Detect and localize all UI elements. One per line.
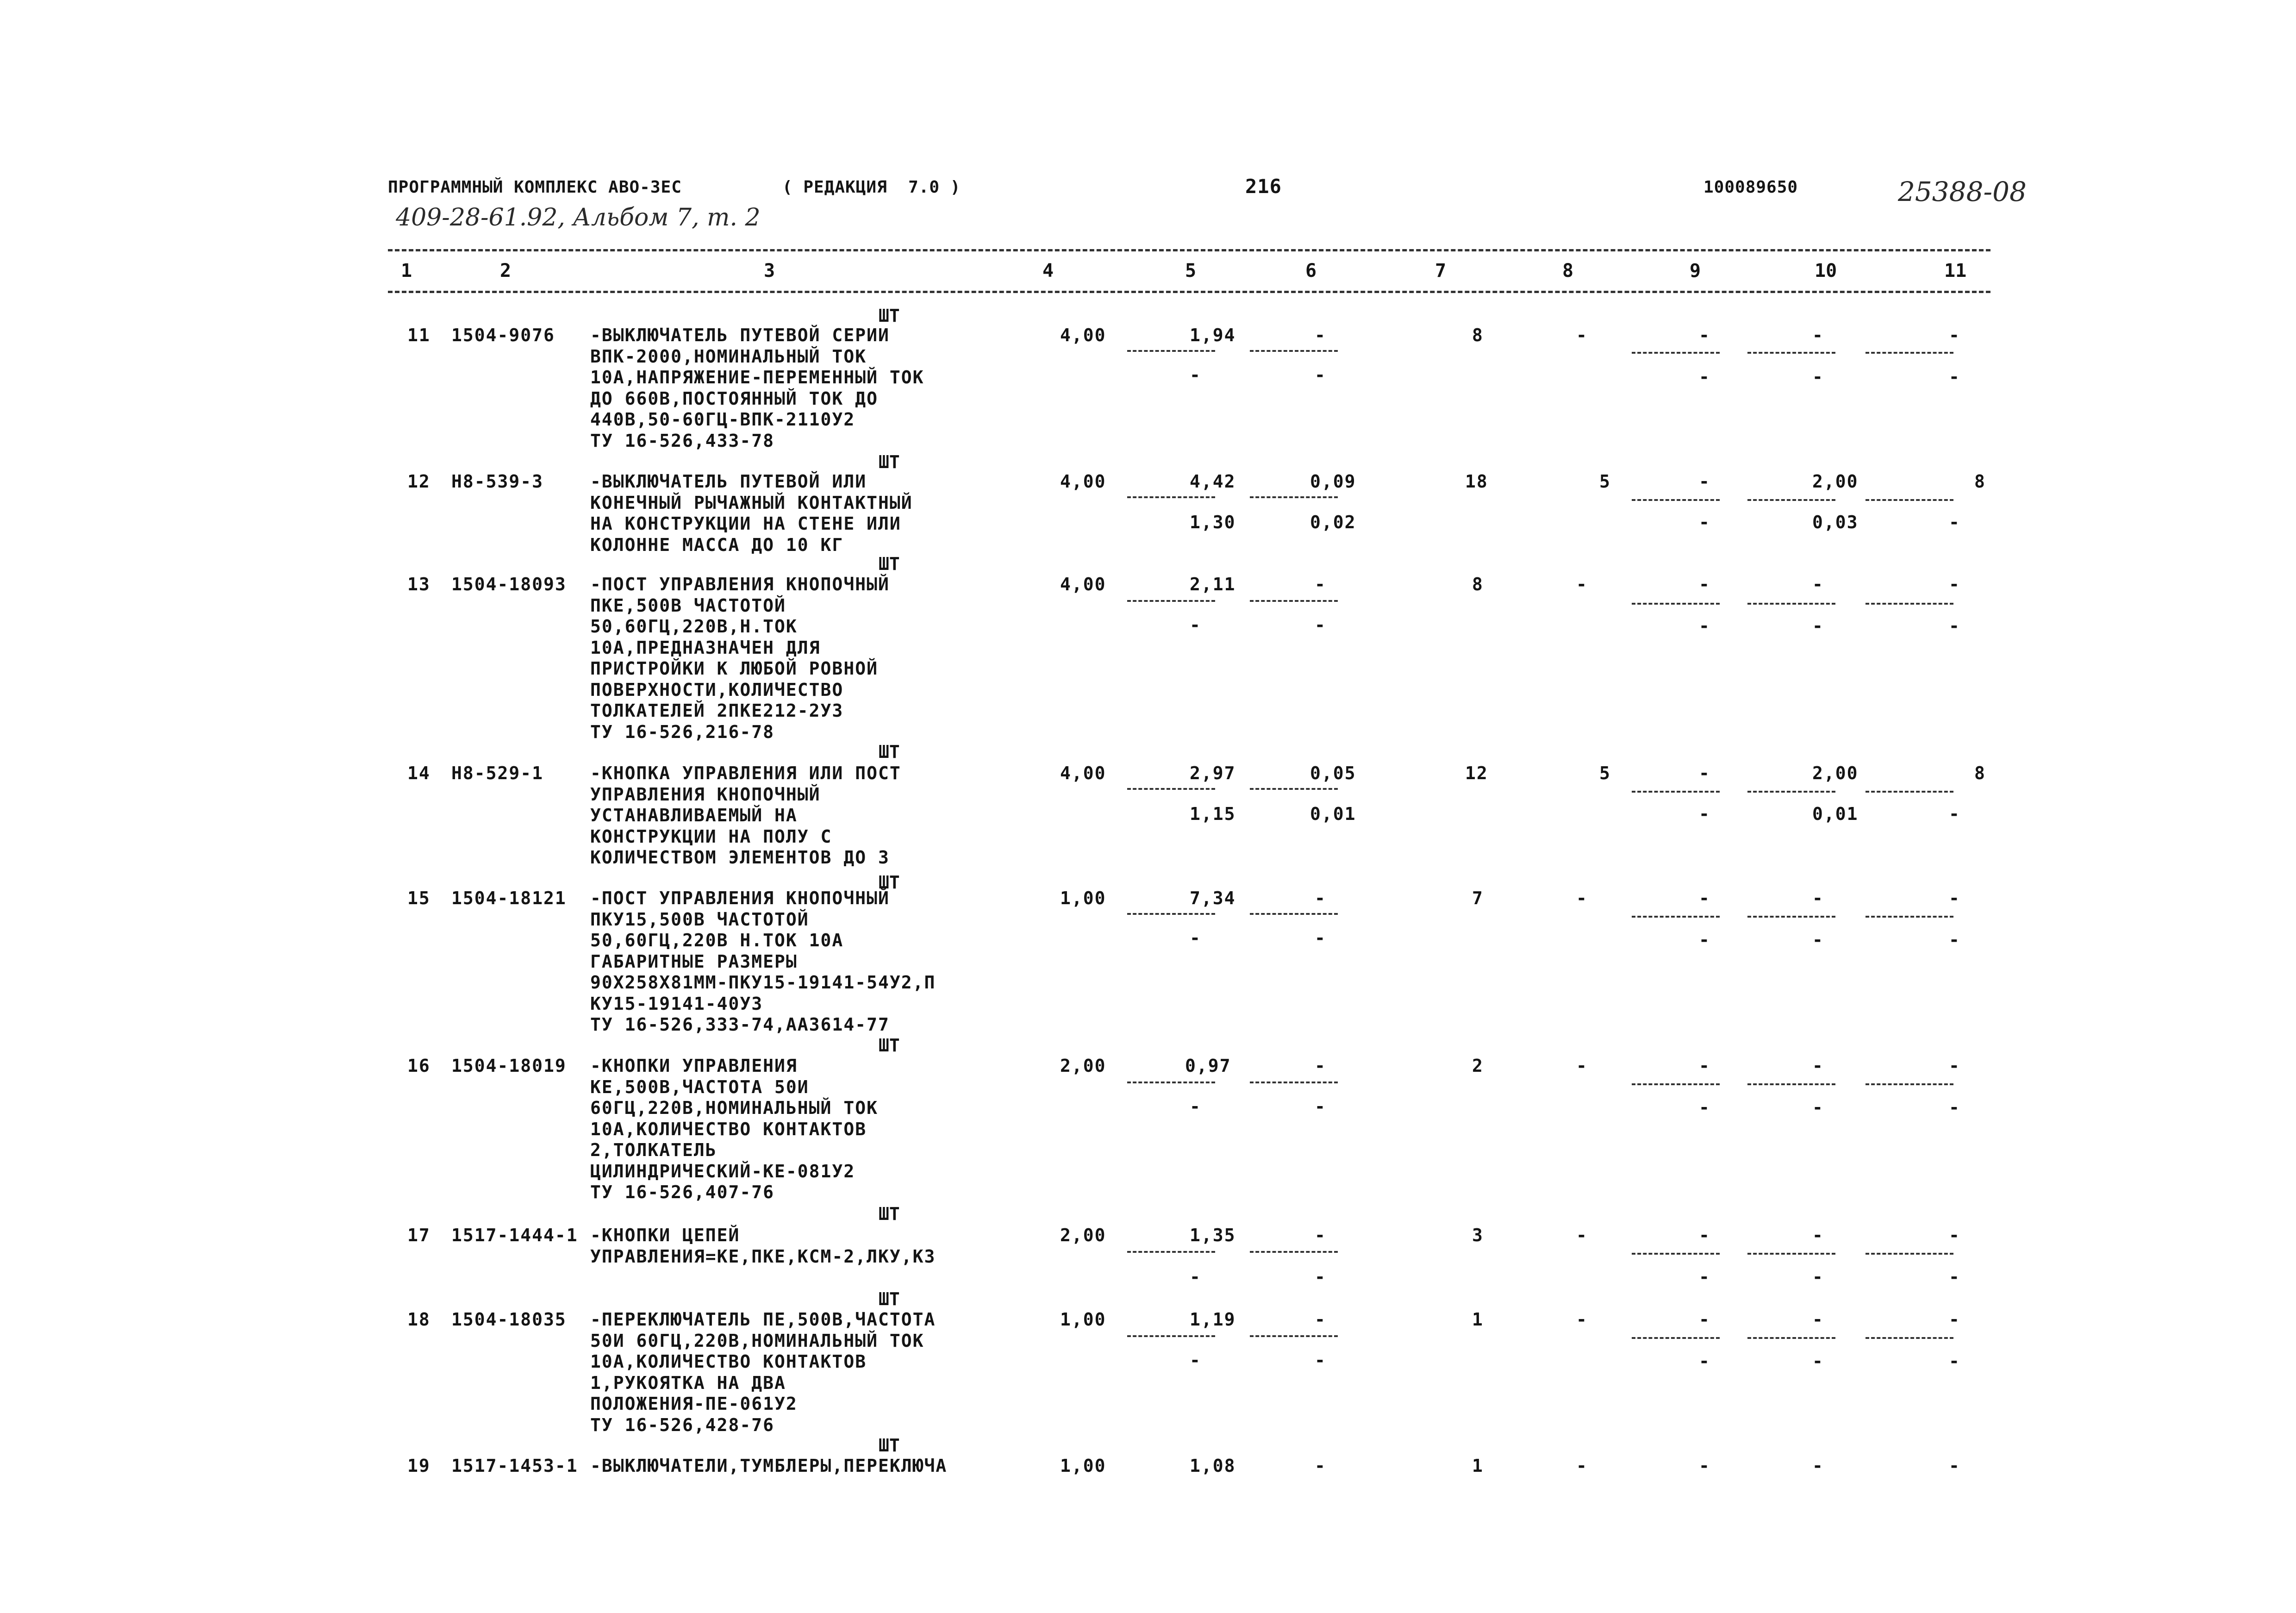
row-description: -КНОПКИ УПРАВЛЕНИЯ КЕ,500В,ЧАСТОТА 50И 60ГЦ,220В,НОМИНАЛЬНЫЙ ТОК 10А,КОЛИЧЕСТВО КОНТАКТОВ 2,ТОЛКАТЕЛЬ ЦИЛИНДРИЧЕСКИЙ-КЕ-081У2 ТУ 16-526,407-76 xyxy=(590,1056,878,1202)
divider xyxy=(1866,1083,1953,1085)
cell-col9: - xyxy=(1699,1225,1710,1245)
cell-col10-sub: - xyxy=(1812,930,1824,950)
cell-col9-sub: - xyxy=(1699,616,1710,636)
row-code: 1504-18019 xyxy=(451,1056,567,1076)
divider xyxy=(1747,1083,1835,1085)
col-header-11: 11 xyxy=(1944,260,1967,281)
row-number: 13 xyxy=(407,574,430,594)
cell-quantity: 1,00 xyxy=(1060,1309,1106,1330)
divider xyxy=(1127,913,1215,915)
cell-col5-sub: - xyxy=(1190,365,1201,385)
divider xyxy=(1747,499,1835,501)
cell-col10: - xyxy=(1812,1056,1824,1076)
divider xyxy=(1866,603,1953,605)
cell-col10: - xyxy=(1812,1456,1824,1476)
handwritten-stamp: 25388-08 xyxy=(1898,176,2027,207)
cell-col9: - xyxy=(1699,763,1710,783)
cell-col9: - xyxy=(1699,471,1710,492)
col-header-8: 8 xyxy=(1562,260,1574,281)
col-header-6: 6 xyxy=(1305,260,1317,281)
cell-col10: 2,00 xyxy=(1812,471,1859,492)
cell-col8: - xyxy=(1576,1056,1588,1076)
divider xyxy=(1632,791,1720,793)
cell-col7: 12 xyxy=(1465,763,1488,783)
divider xyxy=(1632,603,1720,605)
cell-col6-sub: - xyxy=(1315,928,1326,948)
divider xyxy=(1632,1253,1720,1255)
row-code: Н8-539-3 xyxy=(451,471,544,492)
page-number: 216 xyxy=(1245,175,1282,198)
cell-col6-sub: - xyxy=(1315,615,1326,635)
row-code: 1517-1444-1 xyxy=(451,1225,578,1245)
cell-col7: 8 xyxy=(1472,325,1484,345)
divider xyxy=(1747,1253,1835,1255)
cell-col11: - xyxy=(1949,574,1960,594)
cell-col9: - xyxy=(1699,1309,1710,1330)
row-number: 16 xyxy=(407,1056,430,1076)
cell-quantity: 2,00 xyxy=(1060,1056,1106,1076)
cell-col6: - xyxy=(1315,888,1326,908)
row-code: 1504-9076 xyxy=(451,325,555,345)
cell-col9: - xyxy=(1699,574,1710,594)
cell-col11-sub: - xyxy=(1949,512,1960,532)
table-row xyxy=(407,888,430,909)
cell-col11: - xyxy=(1949,325,1960,345)
cell-col6-sub: - xyxy=(1315,365,1326,385)
program-title: ПРОГРАММНЫЙ КОМПЛЕКС АВО-ЗЕС xyxy=(388,178,682,197)
cell-col11: - xyxy=(1949,1225,1960,1245)
row-code: 1504-18121 xyxy=(451,888,567,908)
divider xyxy=(1747,916,1835,918)
cell-col9: - xyxy=(1699,888,1710,908)
cell-col5: 4,42 xyxy=(1190,471,1236,492)
cell-col10-sub: - xyxy=(1812,1351,1824,1371)
divider xyxy=(1250,1082,1338,1083)
cell-col5: 7,34 xyxy=(1190,888,1236,908)
divider xyxy=(1127,600,1215,602)
cell-col9-sub: - xyxy=(1699,930,1710,950)
row-description: -ВЫКЛЮЧАТЕЛЬ ПУТЕВОЙ СЕРИИ ВПК-2000,НОМИНАЛЬНЫЙ ТОК 10А,НАПРЯЖЕНИЕ-ПЕРЕМЕННЫЙ ТОК ДО 660В,ПОСТОЯННЫЙ ТОК ДО 440В,50-60ГЦ-ВПК-2110У2 ТУ 16-526,433-78 xyxy=(590,325,924,451)
row-description: -ПОСТ УПРАВЛЕНИЯ КНОПОЧНЫЙ ПКУ15,500В ЧАСТОТОЙ 50,60ГЦ,220В Н.ТОК 10А ГАБАРИТНЫЕ РАЗМЕРЫ 90Х258Х81ММ-ПКУ15-19141-54У2,П КУ15-19141-40У3 ТУ 16-526,333-74,АА3614-77 xyxy=(590,888,936,1035)
cell-col5-sub: - xyxy=(1190,1267,1201,1287)
cell-col6-sub: - xyxy=(1315,1350,1326,1370)
cell-quantity: 2,00 xyxy=(1060,1225,1106,1245)
cell-col7: 7 xyxy=(1472,888,1484,908)
divider xyxy=(1866,352,1953,354)
divider xyxy=(1250,913,1338,915)
cell-col9: - xyxy=(1699,1056,1710,1076)
unit-label: ШТ xyxy=(879,1204,900,1224)
header-top-rule xyxy=(388,249,1990,251)
cell-col5: 1,94 xyxy=(1190,325,1236,345)
cell-col6-sub: 0,02 xyxy=(1310,512,1356,532)
unit-label: ШТ xyxy=(879,742,900,762)
divider xyxy=(1127,788,1215,790)
cell-col10-sub: - xyxy=(1812,616,1824,636)
row-description: -ПОСТ УПРАВЛЕНИЯ КНОПОЧНЫЙ ПКЕ,500В ЧАСТОТОЙ 50,60ГЦ,220В,Н.ТОК 10А,ПРЕДНАЗНАЧЕН ДЛЯ ПРИСТРОЙКИ К ЛЮБОЙ РОВНОЙ ПОВЕРХНОСТИ,КОЛИЧЕСТВО ТОЛКАТЕЛЕЙ 2ПКЕ212-2У3 ТУ 16-526,216-78 xyxy=(590,574,890,742)
cell-col9: - xyxy=(1699,1456,1710,1476)
divider xyxy=(1250,788,1338,790)
cell-col6-sub: - xyxy=(1315,1267,1326,1287)
cell-col8: - xyxy=(1576,1456,1588,1476)
cell-col7: 1 xyxy=(1472,1309,1484,1330)
cell-col6: - xyxy=(1315,1056,1326,1076)
divider xyxy=(1747,1337,1835,1339)
divider xyxy=(1747,791,1835,793)
cell-col11-sub: - xyxy=(1949,930,1960,950)
cell-quantity: 1,00 xyxy=(1060,1456,1106,1476)
unit-label: ШТ xyxy=(879,1289,900,1309)
divider xyxy=(1127,1082,1215,1083)
cell-col5-sub: - xyxy=(1190,615,1201,635)
cell-col8: - xyxy=(1576,325,1588,345)
unit-label: ШТ xyxy=(879,1435,900,1456)
divider xyxy=(1632,916,1720,918)
divider xyxy=(1632,499,1720,501)
cell-col9-sub: - xyxy=(1699,1351,1710,1371)
divider xyxy=(1632,1083,1720,1085)
cell-col8: - xyxy=(1576,888,1588,908)
row-number: 15 xyxy=(407,888,430,908)
cell-col10-sub: 0,01 xyxy=(1812,804,1859,824)
cell-col9-sub: - xyxy=(1699,1267,1710,1287)
unit-label: ШТ xyxy=(879,306,900,326)
cell-col7: 8 xyxy=(1472,574,1484,594)
unit-label: ШТ xyxy=(879,1035,900,1056)
divider xyxy=(1866,499,1953,501)
cell-col6: - xyxy=(1315,1309,1326,1330)
cell-col11: 8 xyxy=(1974,471,1986,492)
cell-col7: 1 xyxy=(1472,1456,1484,1476)
cell-quantity: 4,00 xyxy=(1060,471,1106,492)
cell-col6-sub: - xyxy=(1315,1096,1326,1117)
cell-col5: 0,97 xyxy=(1185,1056,1231,1076)
cell-col10-sub: 0,03 xyxy=(1812,512,1859,532)
row-description: -КНОПКА УПРАВЛЕНИЯ ИЛИ ПОСТ УПРАВЛЕНИЯ КНОПОЧНЫЙ УСТАНАВЛИВАЕМЫЙ НА КОНСТРУКЦИИ НА ПОЛУ С КОЛИЧЕСТВОМ ЭЛЕМЕНТОВ ДО 3 xyxy=(590,763,901,868)
cell-col11-sub: - xyxy=(1949,367,1960,387)
row-description: -ПЕРЕКЛЮЧАТЕЛЬ ПЕ,500В,ЧАСТОТА 50И 60ГЦ,220В,НОМИНАЛЬНЫЙ ТОК 10А,КОЛИЧЕСТВО КОНТАКТОВ 1,РУКОЯТКА НА ДВА ПОЛОЖЕНИЯ-ПЕ-061У2 ТУ 16-526,428-76 xyxy=(590,1309,936,1435)
divider xyxy=(1747,352,1835,354)
cell-col11-sub: - xyxy=(1949,1097,1960,1118)
divider xyxy=(1127,350,1215,352)
table-row xyxy=(407,1309,430,1331)
table-row xyxy=(407,1056,430,1077)
col-header-5: 5 xyxy=(1185,260,1197,281)
cell-col10: 2,00 xyxy=(1812,763,1859,783)
table-row xyxy=(407,763,430,784)
col-header-1: 1 xyxy=(401,260,412,281)
cell-quantity: 1,00 xyxy=(1060,888,1106,908)
divider xyxy=(1127,1251,1215,1253)
row-number: 19 xyxy=(407,1456,430,1476)
divider xyxy=(1127,496,1215,498)
col-header-4: 4 xyxy=(1042,260,1054,281)
cell-col5-sub: - xyxy=(1190,1096,1201,1117)
divider xyxy=(1250,1251,1338,1253)
table-row xyxy=(407,1225,430,1246)
cell-col5: 1,19 xyxy=(1190,1309,1236,1330)
cell-col8: - xyxy=(1576,1309,1588,1330)
cell-col9-sub: - xyxy=(1699,367,1710,387)
cell-col10-sub: - xyxy=(1812,1097,1824,1118)
cell-col11-sub: - xyxy=(1949,616,1960,636)
cell-col11: - xyxy=(1949,1309,1960,1330)
cell-col6: 0,09 xyxy=(1310,471,1356,492)
cell-col10-sub: - xyxy=(1812,1267,1824,1287)
table-row xyxy=(407,471,430,493)
header-bottom-rule xyxy=(388,291,1990,293)
row-code: 1504-18093 xyxy=(451,574,567,594)
divider xyxy=(1127,1335,1215,1337)
cell-col8: 5 xyxy=(1599,471,1611,492)
cell-col10: - xyxy=(1812,888,1824,908)
table-row xyxy=(407,574,430,595)
cell-col6: - xyxy=(1315,325,1326,345)
divider xyxy=(1632,352,1720,354)
cell-col10: - xyxy=(1812,574,1824,594)
album-note: 409-28-61.92, Альбом 7, т. 2 xyxy=(396,204,761,231)
col-header-2: 2 xyxy=(500,260,512,281)
cell-col6: 0,05 xyxy=(1310,763,1356,783)
cell-col11-sub: - xyxy=(1949,1351,1960,1371)
unit-label: ШТ xyxy=(879,872,900,893)
divider xyxy=(1747,603,1835,605)
cell-col9: - xyxy=(1699,325,1710,345)
table-row xyxy=(407,1456,430,1477)
row-description: -ВЫКЛЮЧАТЕЛИ,ТУМБЛЕРЫ,ПЕРЕКЛЮЧА xyxy=(590,1456,948,1476)
col-header-10: 10 xyxy=(1815,260,1837,281)
cell-col7: 2 xyxy=(1472,1056,1484,1076)
cell-col6: - xyxy=(1315,574,1326,594)
cell-col5: 1,08 xyxy=(1190,1456,1236,1476)
cell-col10: - xyxy=(1812,325,1824,345)
row-code: 1517-1453-1 xyxy=(451,1456,578,1476)
divider xyxy=(1866,916,1953,918)
unit-label: ШТ xyxy=(879,554,900,574)
divider xyxy=(1250,600,1338,602)
cell-col11: 8 xyxy=(1974,763,1986,783)
cell-col8: 5 xyxy=(1599,763,1611,783)
cell-col8: - xyxy=(1576,1225,1588,1245)
col-header-9: 9 xyxy=(1690,260,1701,281)
cell-quantity: 4,00 xyxy=(1060,574,1106,594)
row-number: 14 xyxy=(407,763,430,783)
table-row xyxy=(407,325,430,346)
divider xyxy=(1632,1337,1720,1339)
row-description: -ВЫКЛЮЧАТЕЛЬ ПУТЕВОЙ ИЛИ КОНЕЧНЫЙ РЫЧАЖНЫЙ КОНТАКТНЫЙ НА КОНСТРУКЦИИ НА СТЕНЕ ИЛИ КОЛОННЕ МАССА ДО 10 КГ xyxy=(590,471,913,555)
cell-col5: 2,11 xyxy=(1190,574,1236,594)
cell-col5-sub: 1,15 xyxy=(1190,804,1236,824)
cell-col9-sub: - xyxy=(1699,1097,1710,1118)
cell-col5-sub: - xyxy=(1190,1350,1201,1370)
row-number: 17 xyxy=(407,1225,430,1245)
cell-col5-sub: - xyxy=(1190,928,1201,948)
cell-col11: - xyxy=(1949,888,1960,908)
cell-col10-sub: - xyxy=(1812,367,1824,387)
cell-quantity: 4,00 xyxy=(1060,763,1106,783)
divider xyxy=(1250,1335,1338,1337)
cell-col5: 2,97 xyxy=(1190,763,1236,783)
row-number: 12 xyxy=(407,471,430,492)
cell-col7: 3 xyxy=(1472,1225,1484,1245)
divider xyxy=(1866,1337,1953,1339)
cell-col5: 1,35 xyxy=(1190,1225,1236,1245)
row-number: 11 xyxy=(407,325,430,345)
col-header-3: 3 xyxy=(764,260,775,281)
row-code: Н8-529-1 xyxy=(451,763,544,783)
cell-col10: - xyxy=(1812,1309,1824,1330)
col-header-7: 7 xyxy=(1435,260,1447,281)
cell-col6: - xyxy=(1315,1225,1326,1245)
divider xyxy=(1250,350,1338,352)
cell-col5-sub: 1,30 xyxy=(1190,512,1236,532)
cell-col11: - xyxy=(1949,1456,1960,1476)
cell-col10: - xyxy=(1812,1225,1824,1245)
cell-col7: 18 xyxy=(1465,471,1488,492)
row-code: 1504-18035 xyxy=(451,1309,567,1330)
row-description: -КНОПКИ ЦЕПЕЙ УПРАВЛЕНИЯ=КЕ,ПКЕ,КСМ-2,ЛКУ,КЗ xyxy=(590,1225,936,1267)
doc-code: 100089650 xyxy=(1703,178,1798,197)
edition-label: ( РЕДАКЦИЯ 7.0 ) xyxy=(782,178,961,197)
divider xyxy=(1866,1253,1953,1255)
cell-quantity: 4,00 xyxy=(1060,325,1106,345)
cell-col11-sub: - xyxy=(1949,804,1960,824)
unit-label: ШТ xyxy=(879,452,900,472)
row-number: 18 xyxy=(407,1309,430,1330)
cell-col8: - xyxy=(1576,574,1588,594)
cell-col11-sub: - xyxy=(1949,1267,1960,1287)
cell-col9-sub: - xyxy=(1699,804,1710,824)
cell-col9-sub: - xyxy=(1699,512,1710,532)
divider xyxy=(1866,791,1953,793)
divider xyxy=(1250,496,1338,498)
cell-col11: - xyxy=(1949,1056,1960,1076)
cell-col6-sub: 0,01 xyxy=(1310,804,1356,824)
cell-col6: - xyxy=(1315,1456,1326,1476)
